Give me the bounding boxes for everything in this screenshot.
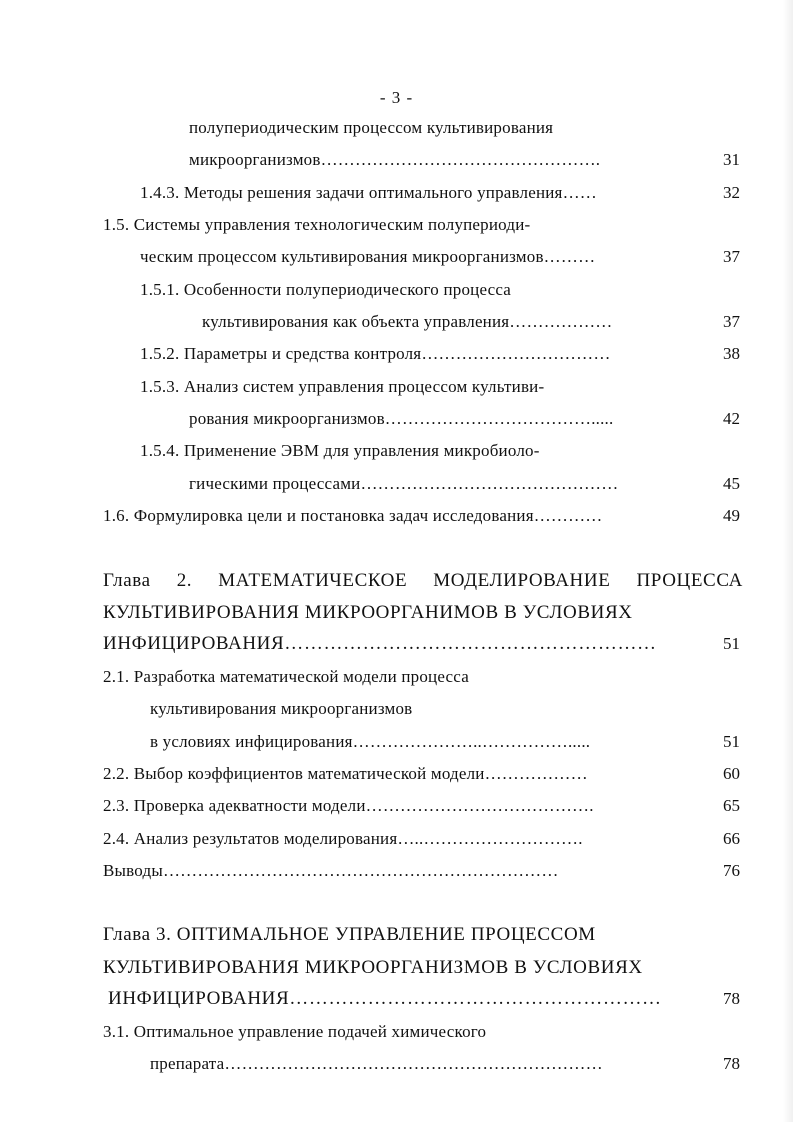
toc-entry-text: 2.4. Анализ результатов моделирования…..………………………. — [103, 829, 583, 848]
toc-entry-page: 66 — [723, 829, 740, 848]
toc-entry-page: 60 — [723, 764, 740, 783]
toc-entry-text: 1.6. Формулировка цели и постановка задач исследования………… — [103, 506, 603, 525]
chapter3-heading-line1: Глава 3. ОПТИМАЛЬНОЕ УПРАВЛЕНИЕ ПРОЦЕССОМ — [103, 924, 596, 945]
toc-entry-text: культивирования как объекта управления……………… — [202, 312, 613, 331]
toc-entry-page: 38 — [723, 344, 740, 363]
toc-entry-text: полупериодическим процессом культивирования — [189, 118, 554, 137]
toc-entry-text: 1.5. Системы управления технологическим полупериоди- — [103, 215, 531, 234]
chapter2-heading-line2: КУЛЬТИВИРОВАНИЯ МИКРООРГАНИМОВ В УСЛОВИЯХ — [103, 602, 633, 623]
chapter3-heading-line2: КУЛЬТИВИРОВАНИЯ МИКРООРГАНИЗМОВ В УСЛОВИЯХ — [103, 957, 643, 978]
toc-entry-text: 2.1. Разработка математической модели процесса — [103, 667, 469, 686]
toc-entry-text: 2.3. Проверка адекватности модели…………………………………. — [103, 796, 594, 815]
toc-entry-page: 31 — [723, 150, 740, 169]
toc-entry-page: 37 — [723, 312, 740, 331]
toc-entry-page: 49 — [723, 506, 740, 525]
toc-entry-text: 3.1. Оптимальное управление подачей химического — [103, 1022, 487, 1041]
chapter2-word: 2. — [176, 570, 193, 591]
toc-entry-text: 1.5.3. Анализ систем управления процессом культиви- — [140, 377, 545, 396]
chapter2-word: Глава — [103, 570, 151, 591]
toc-entry-page: 42 — [723, 409, 740, 428]
toc-entry-page: 65 — [723, 796, 740, 815]
toc-entry-text: 1.4.3. Методы решения задачи оптимального управления…… — [140, 183, 597, 202]
chapter2-word: ПРОЦЕССА — [636, 570, 743, 591]
chapter2-word: МАТЕМАТИЧЕСКОЕ — [218, 570, 408, 591]
toc-entry-text: препарата………………………………………………………… — [150, 1054, 603, 1073]
chapter3-heading-line3: ИНФИЦИРОВАНИЯ………………………………………………… — [108, 988, 662, 1009]
toc-entry-text: ческим процессом культивирования микроорганизмов……… — [140, 247, 596, 266]
toc-entry-page: 51 — [723, 732, 740, 751]
toc-entry-text: 1.5.4. Применение ЭВМ для управления микробиоло- — [140, 441, 540, 460]
toc-entry-page: 51 — [723, 634, 740, 653]
chapter2-heading-line1 — [103, 569, 743, 593]
toc-entry-text: в условиях инфицирования…………………..……………..... — [150, 732, 591, 751]
toc-entry-text: 2.2. Выбор коэффициентов математической модели……………… — [103, 764, 588, 783]
toc-entry-text: 1.5.2. Параметры и средства контроля…………………………… — [140, 344, 611, 363]
toc-entry-text: микроорганизмов…………………………………………. — [189, 150, 601, 169]
scan-edge — [783, 0, 793, 1122]
toc-entry-text: гическими процессами……………………………………… — [189, 474, 619, 493]
toc-entry-page: 32 — [723, 183, 740, 202]
toc-entry-page: 76 — [723, 861, 740, 880]
toc-entry-page: 37 — [723, 247, 740, 266]
toc-entry-text: 1.5.1. Особенности полупериодического процесса — [140, 280, 512, 299]
toc-entry-text: культивирования микроорганизмов — [150, 699, 413, 718]
page-number: - 3 - — [379, 88, 414, 107]
toc-entry-text: Выводы…………………………………………………………… — [103, 861, 559, 880]
toc-entry-page: 78 — [723, 989, 740, 1008]
chapter2-heading-line3: ИНФИЦИРОВАНИЯ………………………………………………… — [103, 633, 657, 654]
toc-entry-text: рования микроорганизмов………………………………..... — [189, 409, 614, 428]
chapter2-word: МОДЕЛИРОВАНИЕ — [433, 570, 611, 591]
toc-entry-page: 78 — [723, 1054, 740, 1073]
toc-entry-page: 45 — [723, 474, 740, 493]
